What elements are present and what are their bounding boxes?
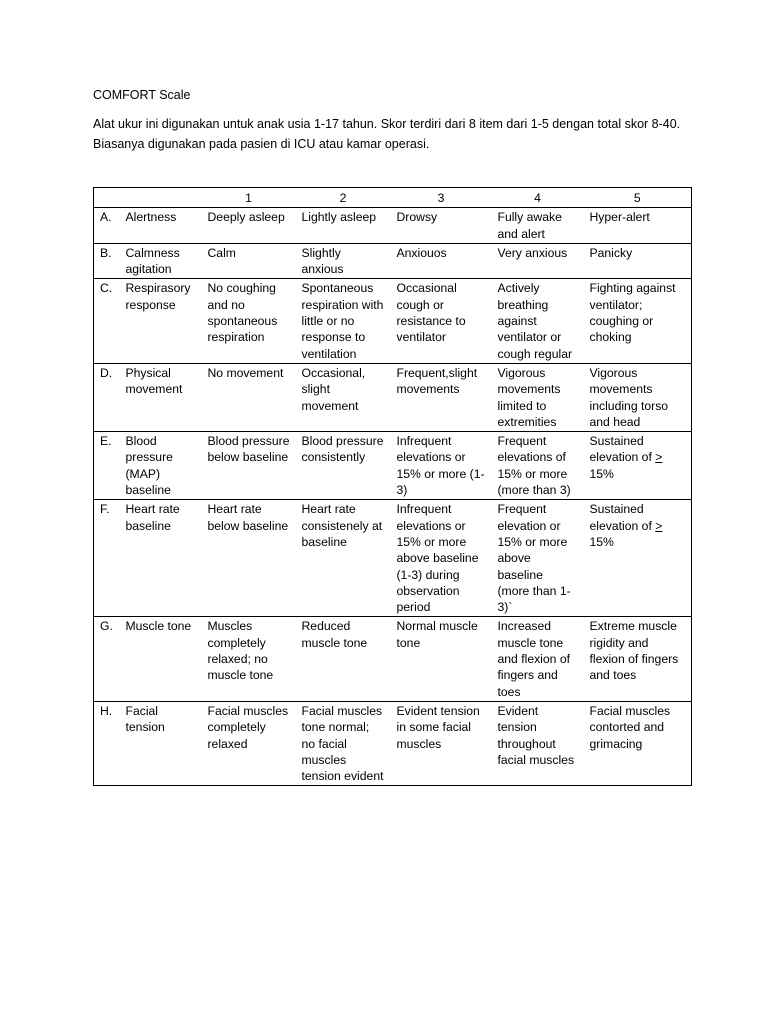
score-3-cell: Occasional cough or resistance to ventilator — [391, 279, 492, 363]
header-cell: 3 — [391, 188, 492, 208]
row-item: Muscle tone — [120, 617, 202, 701]
header-cell: 1 — [202, 188, 296, 208]
header-cell: 4 — [492, 188, 584, 208]
score-5-cell: Panicky — [584, 243, 692, 279]
row-item: Respirasory response — [120, 279, 202, 363]
score-5-text: 15% — [589, 534, 614, 549]
score-2-cell: Facial muscles tone normal; no facial muscles tension evident — [296, 701, 391, 785]
row-letter: H. — [94, 701, 120, 785]
greater-equal-symbol: > — [655, 450, 663, 465]
row-item: Physical movement — [120, 363, 202, 431]
score-4-cell: Increased muscle tone and flexion of fingers and toes — [492, 617, 584, 701]
score-4-cell: Very anxious — [492, 243, 584, 279]
row-letter: A. — [94, 208, 120, 244]
table-row — [94, 701, 692, 785]
comfort-scale-table — [93, 187, 692, 786]
score-5-cell: Fighting against ventilator; coughing or choking — [584, 279, 692, 363]
table-header-row — [94, 188, 692, 208]
score-5-text: Sustained elevation of — [589, 502, 656, 533]
score-3-cell: Frequent,slight movements — [391, 363, 492, 431]
header-cell: 5 — [584, 188, 692, 208]
row-letter: F. — [94, 500, 120, 617]
table-row — [94, 243, 692, 279]
row-item: Calmness agitation — [120, 243, 202, 279]
table-row — [94, 363, 692, 431]
score-2-cell: Spontaneous respiration with little or no response to ventilation — [296, 279, 391, 363]
score-2-cell: Slightly anxious — [296, 243, 391, 279]
score-5-cell: Extreme muscle rigidity and flexion of fingers and toes — [584, 617, 692, 701]
score-1-cell: Facial muscles completely relaxed — [202, 701, 296, 785]
score-2-cell: Reduced muscle tone — [296, 617, 391, 701]
score-1-cell: No coughing and no spontaneous respiration — [202, 279, 296, 363]
score-1-cell: Heart rate below baseline — [202, 500, 296, 617]
header-cell: 2 — [296, 188, 391, 208]
score-1-cell: Deeply asleep — [202, 208, 296, 244]
greater-equal-symbol: > — [655, 518, 663, 533]
row-letter: D. — [94, 363, 120, 431]
score-3-cell: Drowsy — [391, 208, 492, 244]
row-item: Heart rate baseline — [120, 500, 202, 617]
score-2-cell: Occasional, slight movement — [296, 363, 391, 431]
score-1-cell: Calm — [202, 243, 296, 279]
score-5-cell: Vigorous movements including torso and head — [584, 363, 692, 431]
score-2-cell: Blood pressure consistently — [296, 432, 391, 500]
row-item: Alertness — [120, 208, 202, 244]
score-5-text: Sustained elevation of — [589, 434, 656, 465]
score-4-cell: Vigorous movements limited to extremities — [492, 363, 584, 431]
score-5-cell: Hyper-alert — [584, 208, 692, 244]
table-row — [94, 617, 692, 701]
header-cell — [120, 188, 202, 208]
score-4-cell: Frequent elevation or 15% or more above baseline (more than 1-3)` — [492, 500, 584, 617]
row-letter: B. — [94, 243, 120, 279]
row-letter: C. — [94, 279, 120, 363]
table-row — [94, 208, 692, 244]
table-row — [94, 500, 692, 617]
document-title: COMFORT Scale — [93, 88, 191, 102]
score-4-cell: Fully awake and alert — [492, 208, 584, 244]
score-3-cell: Normal muscle tone — [391, 617, 492, 701]
score-2-cell: Lightly asleep — [296, 208, 391, 244]
score-4-cell: Evident tension throughout facial muscles — [492, 701, 584, 785]
score-1-cell: Muscles completely relaxed; no muscle tone — [202, 617, 296, 701]
header-cell — [94, 188, 120, 208]
score-3-cell: Infrequent elevations or 15% or more above baseline (1-3) during observation period — [391, 500, 492, 617]
table-row — [94, 432, 692, 500]
score-5-cell — [584, 500, 692, 617]
score-5-cell: Facial muscles contorted and grimacing — [584, 701, 692, 785]
score-5-cell — [584, 432, 692, 500]
row-letter: E. — [94, 432, 120, 500]
row-item: Facial tension — [120, 701, 202, 785]
table-row — [94, 279, 692, 363]
row-letter: G. — [94, 617, 120, 701]
score-3-cell: Evident tension in some facial muscles — [391, 701, 492, 785]
score-1-cell: Blood pressure below baseline — [202, 432, 296, 500]
score-5-text: 15% — [589, 466, 614, 481]
score-3-cell: Infrequent elevations or 15% or more (1-3) — [391, 432, 492, 500]
intro-paragraph: Alat ukur ini digunakan untuk anak usia 1-17 tahun. Skor terdiri dari 8 item dari 1-5 dengan total skor 8-40. Biasanya digunakan pada pasien di ICU atau kamar operasi. — [93, 117, 681, 151]
score-4-cell: Frequent elevations of 15% or more (more than 3) — [492, 432, 584, 500]
score-3-cell: Anxiouos — [391, 243, 492, 279]
score-4-cell: Actively breathing against ventilator or cough regular — [492, 279, 584, 363]
score-2-cell: Heart rate consistenely at baseline — [296, 500, 391, 617]
row-item: Blood pressure (MAP) baseline — [120, 432, 202, 500]
score-1-cell: No movement — [202, 363, 296, 431]
